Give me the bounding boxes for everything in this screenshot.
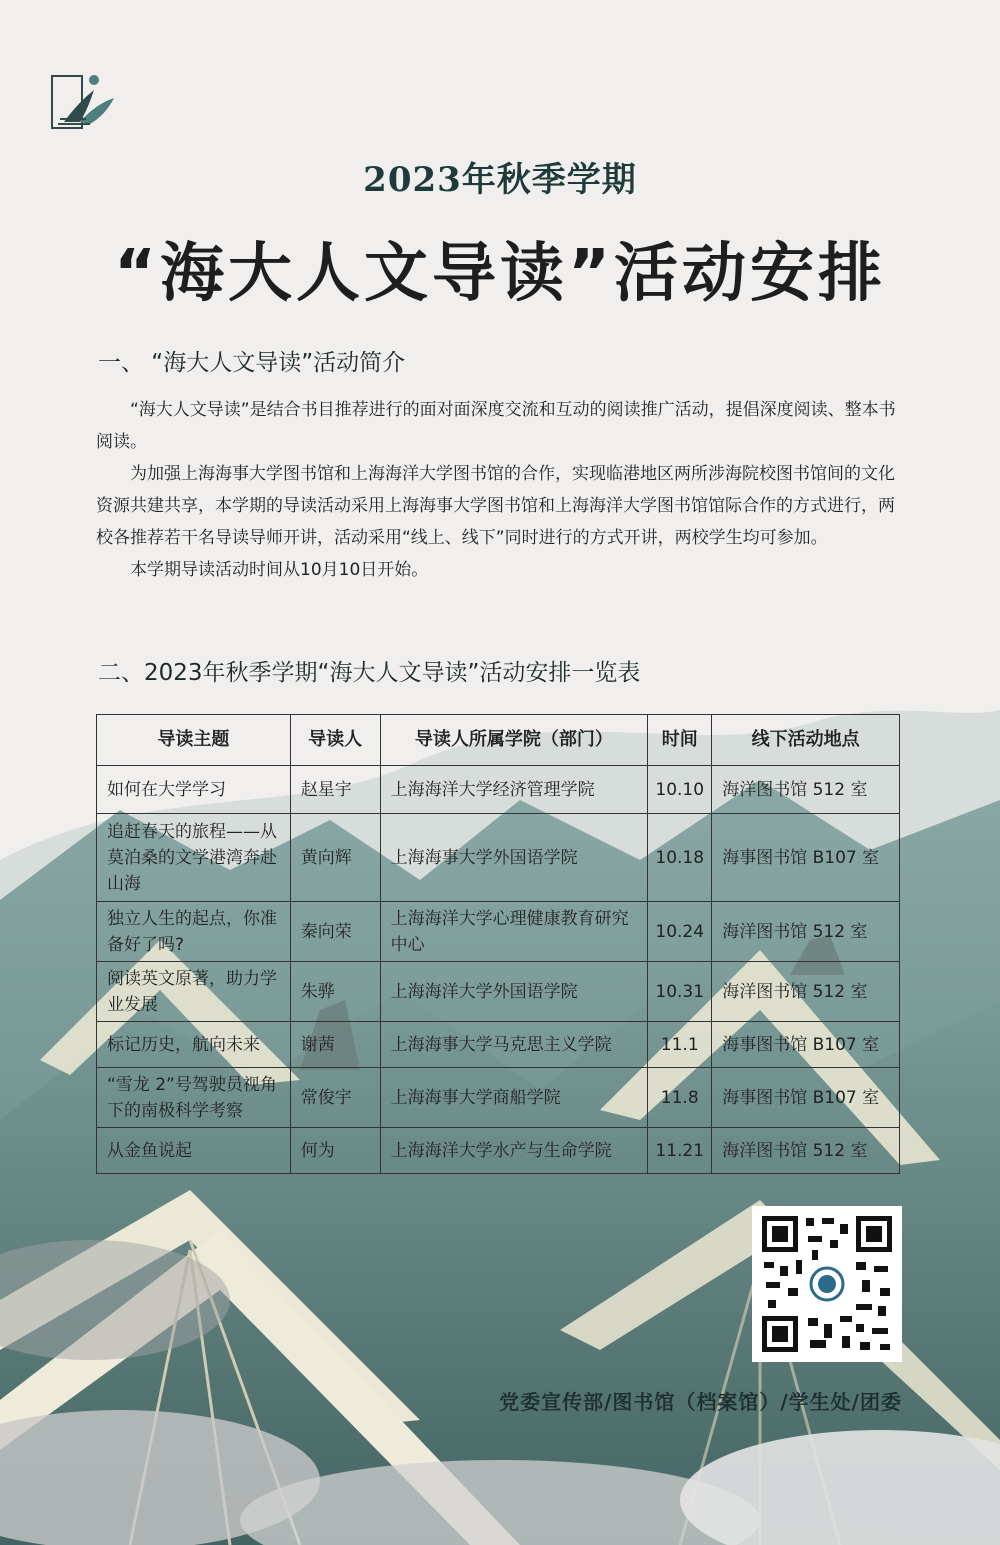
dept-cell: 上海海洋大学经济管理学院 (380, 766, 648, 814)
time-cell: 11.8 (648, 1068, 712, 1128)
speaker-cell: 常俊宇 (290, 1068, 380, 1128)
topic-cell: 标记历史，航向未来 (97, 1022, 291, 1068)
dept-cell: 上海海洋大学水产与生命学院 (380, 1128, 648, 1174)
topic-cell: 如何在大学学习 (97, 766, 291, 814)
organizers-footer: 党委宣传部/图书馆（档案馆）/学生处/团委 (499, 1390, 902, 1414)
table-row (97, 902, 900, 962)
dept-cell: 上海海洋大学外国语学院 (380, 962, 648, 1022)
topic-cell: 从金鱼说起 (97, 1128, 291, 1174)
speaker-cell: 秦向荣 (290, 902, 380, 962)
column-header: 导读主题 (97, 715, 291, 766)
time-cell: 11.21 (648, 1128, 712, 1174)
speaker-cell: 赵星宇 (290, 766, 380, 814)
table-header-row (97, 715, 900, 766)
place-cell: 海洋图书馆 512 室 (712, 766, 900, 814)
place-cell: 海洋图书馆 512 室 (712, 1128, 900, 1174)
time-cell: 11.1 (648, 1022, 712, 1068)
dept-cell: 上海海事大学马克思主义学院 (380, 1022, 648, 1068)
time-cell: 10.31 (648, 962, 712, 1022)
place-cell: 海事图书馆 B107 室 (712, 1022, 900, 1068)
book-person-logo-icon (50, 72, 118, 130)
section-intro-heading: 一、 “海大人文导读”活动简介 (98, 350, 406, 376)
speaker-cell: 谢茜 (290, 1022, 380, 1068)
topic-cell: “雪龙 2”号驾驶员视角下的南极科学考察 (97, 1068, 291, 1128)
time-cell: 10.24 (648, 902, 712, 962)
page-title: “海大人文导读”活动安排 (113, 237, 887, 311)
table-row (97, 1128, 900, 1174)
column-header: 时间 (648, 715, 712, 766)
dept-cell: 上海海事大学外国语学院 (380, 814, 648, 902)
table-row (97, 814, 900, 902)
column-header: 线下活动地点 (712, 715, 900, 766)
speaker-cell: 何为 (290, 1128, 380, 1174)
intro-paragraph: 为加强上海海事大学图书馆和上海海洋大学图书馆的合作，实现临港地区两所涉海院校图书馆间的文化资源共建共享，本学期的导读活动采用上海海事大学图书馆和上海海洋大学图书馆馆际合作的方式进行，两校各推荐若干名导读导师开讲，活动采用“线上、线下”同时进行的方式开讲，两校学生均可参加。 (96, 464, 895, 548)
place-cell: 海事图书馆 B107 室 (712, 814, 900, 902)
table-row (97, 766, 900, 814)
qr-code-icon[interactable] (752, 1206, 902, 1362)
intro-paragraph: “海大人文导读”是结合书目推荐进行的面对面深度交流和互动的阅读推广活动，提倡深度阅读、整本书阅读。 (96, 400, 896, 452)
topic-cell: 追赶春天的旅程——从莫泊桑的文学港湾奔赴山海 (97, 814, 291, 902)
speaker-cell: 朱骅 (290, 962, 380, 1022)
dept-cell: 上海海洋大学心理健康教育研究中心 (380, 902, 648, 962)
time-cell: 10.10 (648, 766, 712, 814)
intro-paragraph: 本学期导读活动时间从10月10日开始。 (130, 560, 429, 580)
semester-subtitle: 2023年秋季学期 (363, 160, 637, 200)
section-schedule-heading: 二、2023年秋季学期“海大人文导读”活动安排一览表 (98, 660, 641, 686)
place-cell: 海事图书馆 B107 室 (712, 1068, 900, 1128)
intro-text (96, 394, 904, 586)
topic-cell: 阅读英文原著，助力学业发展 (97, 962, 291, 1022)
speaker-cell: 黄向辉 (290, 814, 380, 902)
column-header: 导读人所属学院（部门） (380, 715, 648, 766)
place-cell: 海洋图书馆 512 室 (712, 962, 900, 1022)
place-cell: 海洋图书馆 512 室 (712, 902, 900, 962)
table-row (97, 1022, 900, 1068)
topic-cell: 独立人生的起点，你准备好了吗? (97, 902, 291, 962)
time-cell: 10.18 (648, 814, 712, 902)
table-row (97, 1068, 900, 1128)
table-row (97, 962, 900, 1022)
dept-cell: 上海海事大学商船学院 (380, 1068, 648, 1128)
schedule-table (96, 714, 900, 1174)
column-header: 导读人 (290, 715, 380, 766)
